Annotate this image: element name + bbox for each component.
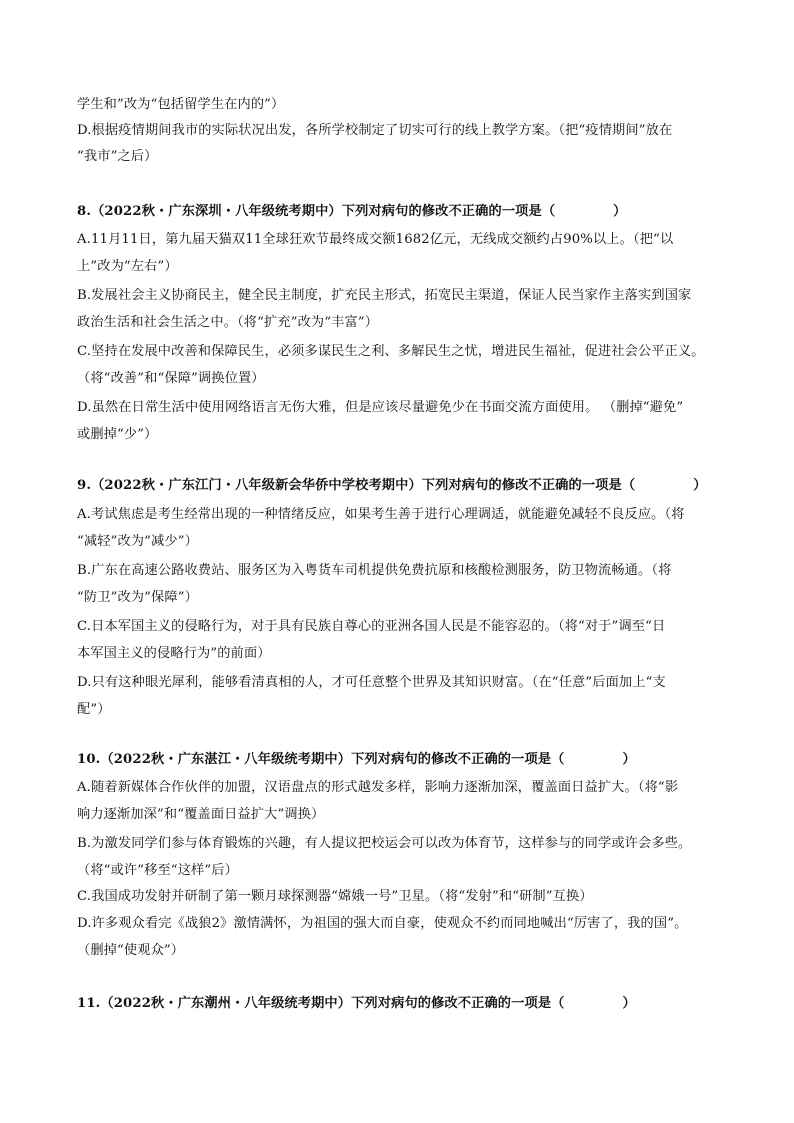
question-10-stem-close: ） bbox=[622, 752, 636, 767]
prev-option-d-line2: “我市”之后） bbox=[77, 149, 158, 164]
question-8-stem bbox=[77, 203, 627, 221]
prev-option-d-line1: D.根据疫情期间我市的实际状况出发，各所学校制定了切实可行的线上教学方案。（把“疫情期间”放在 bbox=[77, 123, 673, 138]
question-9-stem-close: ） bbox=[693, 478, 707, 493]
q10-option-a-line2: 响力逐渐加深”和“覆盖面日益扩大”调换） bbox=[77, 807, 325, 822]
question-9-stem bbox=[77, 477, 707, 495]
q9-option-c-line2: 本军国主义的侵略行为”的前面） bbox=[77, 646, 271, 661]
q8-option-b-line1: B.发展社会主义协商民主，健全民主制度，扩充民主形式，拓宽民主渠道，保证人民当家作主落实到国家 bbox=[77, 288, 692, 303]
question-10-stem-text: 10.（2022秋・广东湛江・八年级统考期中）下列对病句的修改不正确的一项是（ bbox=[77, 752, 565, 767]
q10-option-d-line1: D.许多观众看完《战狼2》激情满怀，为祖国的强大而自豪，使观众不约而同地喊出“厉害了，我的国”。 bbox=[77, 916, 688, 931]
q8-option-b-line2: 政治生活和社会生活之中。（将“扩充”改为“丰富”） bbox=[77, 315, 379, 330]
q10-option-b-line1: B.为激发同学们参与体育锻炼的兴趣，有人提议把校运会可以改为体育节，这样参与的同学或许会多些。 bbox=[77, 836, 692, 851]
question-8-stem-close: ） bbox=[613, 204, 627, 219]
q9-option-c-line1: C.日本军国主义的侵略行为，对于具有民族自尊心的亚洲各国人民是不能容忍的。（将“对于”调至“日 bbox=[77, 619, 666, 634]
q8-option-c-line1: C.坚持在发展中改善和保障民生，必须多谋民生之利、多解民生之忧，增进民生福祉，促进社会公平正义。 bbox=[77, 344, 705, 359]
q9-option-a-line2: “减轻”改为“减少”） bbox=[77, 534, 198, 549]
prev-option-c-continuation: 学生和”改为“包括留学生在内的”） bbox=[77, 97, 285, 112]
q9-option-d-line1: D.只有这种眼光犀利，能够看清真相的人，才可任意整个世界及其知识财富。（在“任意”后面加上“支 bbox=[77, 675, 666, 690]
q10-option-c-line1: C.我国成功发射并研制了第一颗月球探测器“嫦娥一号”卫星。（将“发射”和“研制”互换） bbox=[77, 889, 593, 904]
q9-option-b-line2: “防卫”改为“保障”） bbox=[77, 590, 198, 605]
question-9-stem-text: 9.（2022秋・广东江门・八年级新会华侨中学校考期中）下列对病句的修改不正确的一项是（ bbox=[77, 478, 636, 493]
q8-option-a-line2: 上”改为“左右”） bbox=[77, 259, 178, 274]
q9-option-d-line2: 配”） bbox=[77, 702, 111, 717]
q8-option-d-line2: 或删掉“少”） bbox=[77, 427, 158, 442]
q9-option-b-line1: B.广东在高速公路收费站、服务区为入粤货车司机提供免费抗原和核酸检测服务，防卫物流畅通。（将 bbox=[77, 563, 672, 578]
q8-option-a-line1: A.11月11日，第九届天猫双11全球狂欢节最终成交额1682亿元，无线成交额约占90%以上。（把“以 bbox=[77, 232, 674, 247]
question-8-stem-text: 8.（2022秋・广东深圳・八年级统考期中）下列对病句的修改不正确的一项是（ bbox=[77, 204, 556, 219]
q10-option-b-line2: （将“或许”移至“这样”后） bbox=[77, 863, 238, 878]
q8-option-c-line2: （将“改善”和“保障”调换位置） bbox=[77, 371, 265, 386]
q9-option-a-line1: A.考试焦虑是考生经常出现的一种情绪反应，如果考生善于进行心理调适，就能避免减轻不良反应。（将 bbox=[77, 507, 685, 522]
question-10-stem bbox=[77, 751, 636, 769]
q10-option-d-line2: （删掉“使观众”） bbox=[77, 943, 185, 958]
q8-option-d-line1: D.虽然在日常生活中使用网络语言无伤大雅，但是应该尽量避免少在书面交流方面使用。 （删掉“避免” bbox=[77, 400, 684, 415]
q10-option-a-line1: A.随着新媒体合作伙伴的加盟，汉语盘点的形式越发多样，影响力逐渐加深，覆盖面日益扩大。（将“影 bbox=[77, 780, 679, 795]
question-11-stem bbox=[77, 995, 636, 1013]
question-11-stem-text: 11.（2022秋・广东潮州・八年级统考期中）下列对病句的修改不正确的一项是（ bbox=[77, 996, 565, 1011]
question-11-stem-close: ） bbox=[622, 996, 636, 1011]
